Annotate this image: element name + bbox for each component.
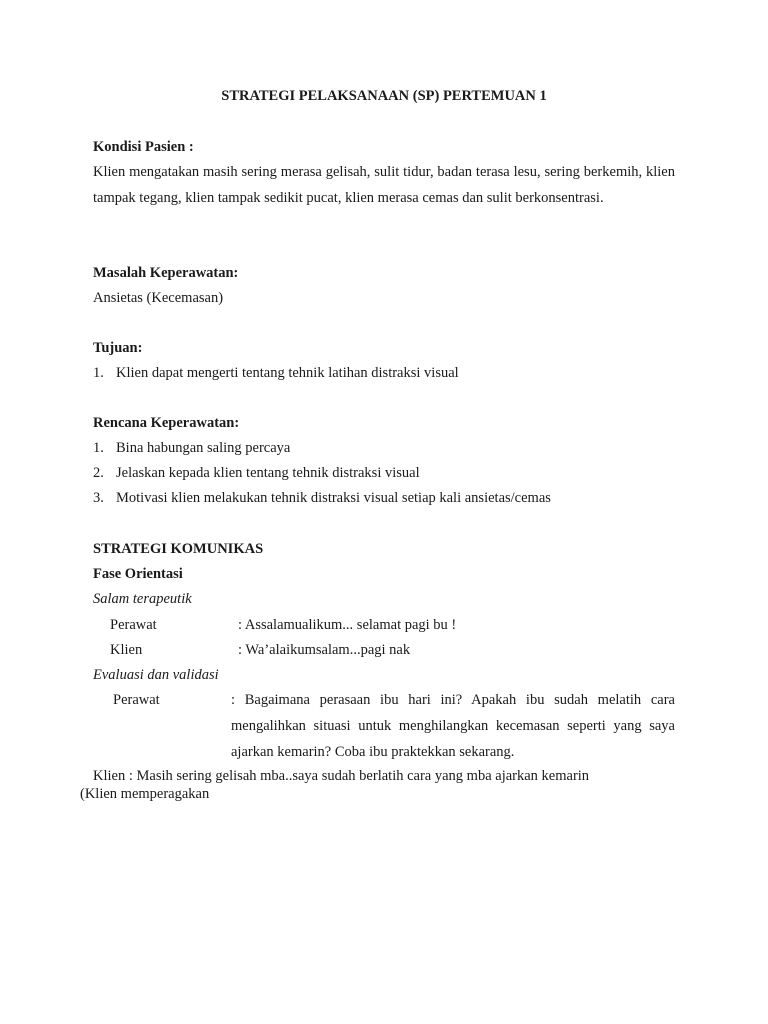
dialog-speaker: Perawat [113,692,160,708]
dialog-text: : Bagaimana perasaan ibu hari ini? Apakah ibu sudah melatih cara mengalihkan situasi untuk menghilangkan kecemasan seperti yang saya ajarkan kemarin? Coba ibu praktekkan sekarang. [231,692,675,760]
strategi-heading: STRATEGI KOMUNIKAS [93,541,264,557]
salam-terapeutik-label: Salam terapeutik [93,591,192,607]
dialog-speaker: Perawat [110,617,157,633]
rencana-heading: Rencana Keperawatan: [93,415,240,431]
document-title: STRATEGI PELAKSANAAN (SP) PERTEMUAN 1 [221,88,547,104]
evaluasi-validasi-label: Evaluasi dan validasi [93,667,219,683]
dialog-text: : Wa’alaikumsalam...pagi nak [238,642,411,658]
rencana-item: Motivasi klien melakukan tehnik distraksi visual setiap kali ansietas/cemas [116,490,551,506]
klien-note: (Klien memperagakan [80,786,210,802]
rencana-item-number: 1. [93,440,104,456]
tujuan-heading: Tujuan: [93,340,143,356]
kondisi-text: Klien mengatakan masih sering merasa gelisah, sulit tidur, badan terasa lesu, sering berkemih, klien tampak tegang, klien tampak sedikit pucat, klien merasa cemas dan sulit berkonsentrasi. [93,164,675,206]
masalah-text: Ansietas (Kecemasan) [93,290,224,306]
rencana-item: Bina habungan saling percaya [116,440,291,456]
fase-orientasi-heading: Fase Orientasi [93,566,183,582]
rencana-item-number: 2. [93,465,104,481]
klien-response: Klien : Masih sering gelisah mba..saya sudah berlatih cara yang mba ajarkan kemarin [93,768,590,784]
rencana-item-number: 3. [93,490,104,506]
masalah-heading: Masalah Keperawatan: [93,265,239,281]
rencana-item: Jelaskan kepada klien tentang tehnik distraksi visual [116,465,420,481]
dialog-text: : Assalamualikum... selamat pagi bu ! [238,617,457,633]
dialog-speaker: Klien [110,642,143,658]
kondisi-heading: Kondisi Pasien : [93,139,194,155]
tujuan-item-number: 1. [93,365,104,381]
tujuan-item: Klien dapat mengerti tentang tehnik latihan distraksi visual [116,365,459,381]
